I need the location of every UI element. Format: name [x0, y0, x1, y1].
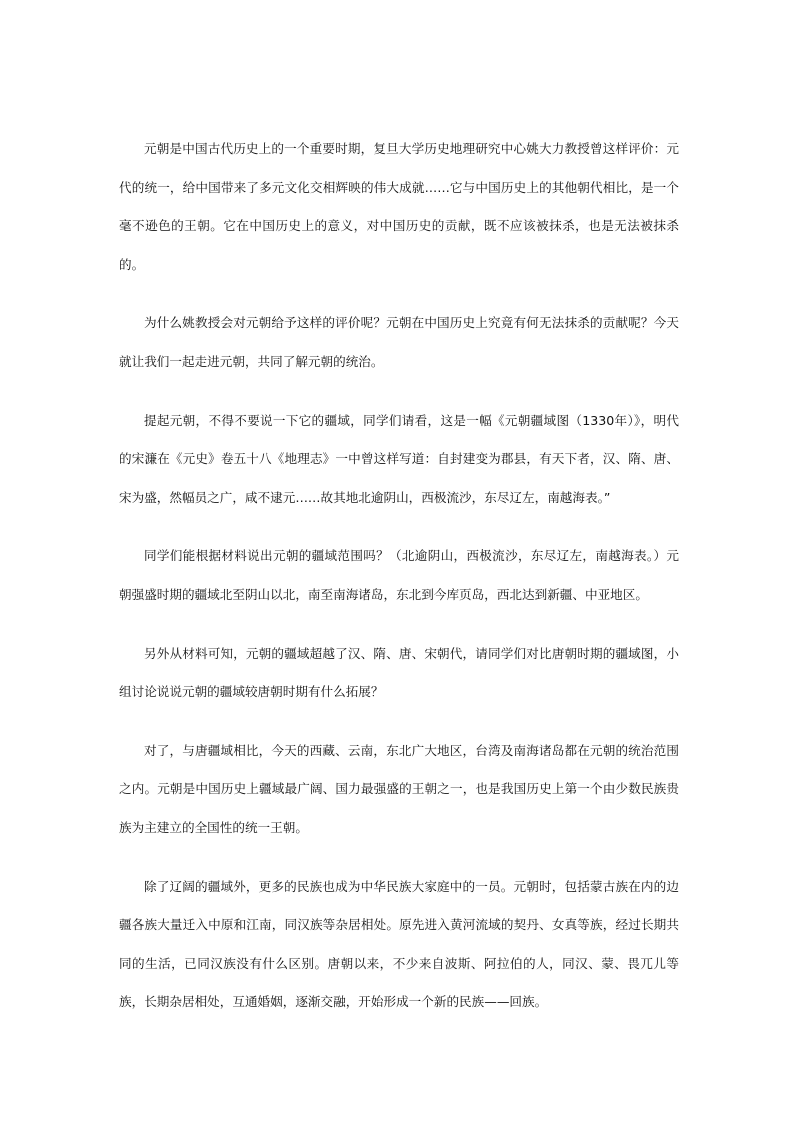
- paragraph-1: 元朝是中国古代历史上的一个重要时期，复旦大学历史地理研究中心姚大力教授曾这样评价：元代的统一，给中国带来了多元文化交相辉映的伟大成就……它与中国历史上的其他朝代相比，是一个毫不逊色的王朝。它在中国历史上的意义，对中国历史的贡献，既不应该被抹杀，也是无法被抹杀的。: [119, 141, 679, 272]
- paragraph-3: 提起元朝，不得不要说一下它的疆域，同学们请看，这是一幅《元朝疆域图（1330年）》，明代的宋濂在《元史》卷五十八《地理志》一中曾这样写道：自封建变为郡县，有天下者，汉、隋、唐、宋为盛，然幅员之广，咸不逮元……故其地北逾阴山，西极流沙，东尽辽左，南越海表。”: [119, 412, 679, 505]
- paragraph-4: 同学们能根据材料说出元朝的疆域范围吗？（北逾阴山，西极流沙，东尽辽左，南越海表。）元朝强盛时期的疆域北至阴山以北，南至南海诸岛，东北到今库页岛，西北达到新疆、中亚地区。: [119, 548, 679, 602]
- body-text: [119, 130, 679, 1042]
- paragraph-6: 对了，与唐疆域相比，今天的西藏、云南，东北广大地区，台湾及南海诸岛都在元朝的统治范围之内。元朝是中国历史上疆域最广阔、国力最强盛的王朝之一，也是我国历史上第一个由少数民族贵族为主建立的全国性的统一王朝。: [119, 742, 679, 835]
- paragraph-2: 为什么姚教授会对元朝给予这样的评价呢？元朝在中国历史上究竟有何无法抹杀的贡献呢？今天就让我们一起走进元朝，共同了解元朝的统治。: [119, 315, 679, 369]
- paragraph-7: 除了辽阔的疆域外，更多的民族也成为中华民族大家庭中的一员。元朝时，包括蒙古族在内的边疆各族大量迁入中原和江南，同汉族等杂居相处。原先进入黄河流域的契丹、女真等族，经过长期共同的生活，已同汉族没有什么区别。唐朝以来，不少来自波斯、阿拉伯的人，同汉、蒙、畏兀儿等族，长期杂居相处，互通婚姻，逐渐交融，开始形成一个新的民族——回族。: [119, 878, 679, 1010]
- paragraph-5: 另外从材料可知，元朝的疆域超越了汉、隋、唐、宋朝代，请同学们对比唐朝时期的疆域图，小组讨论说说元朝的疆域较唐朝时期有什么拓展？: [119, 645, 679, 700]
